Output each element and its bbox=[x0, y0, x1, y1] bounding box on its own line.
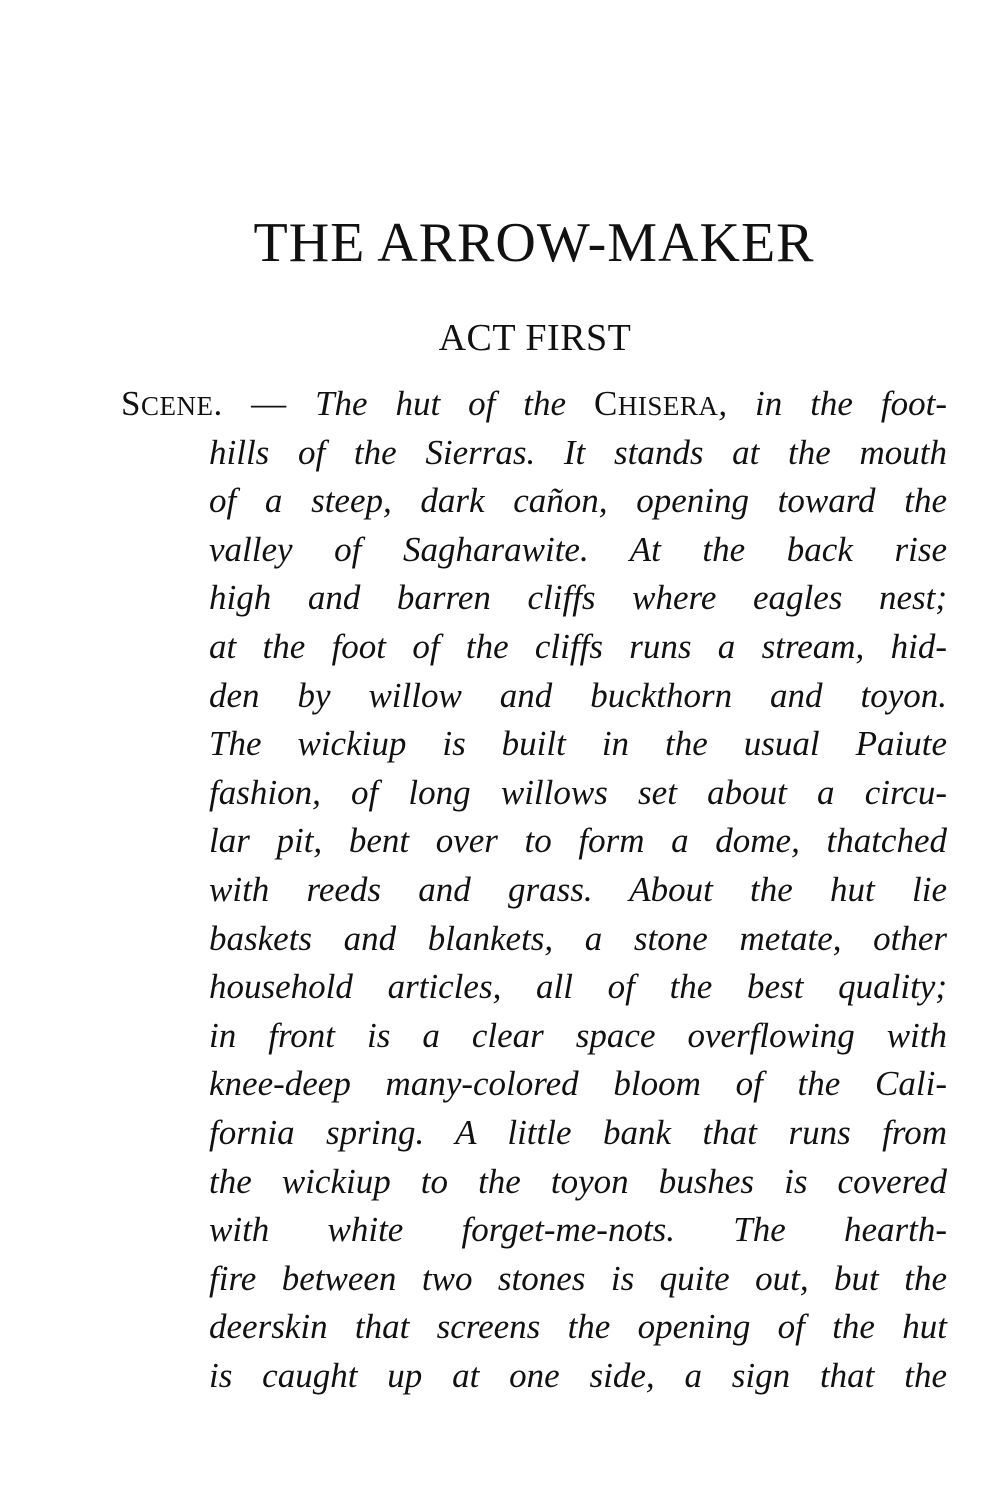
scene-label-small: CENE bbox=[140, 391, 214, 421]
scene-line: at the foot of the cliffs runs a stream, hid- bbox=[209, 626, 947, 666]
scene-line: household articles, all of the best quality; bbox=[209, 967, 947, 1007]
page-title: THE ARROW-MAKER bbox=[253, 212, 815, 274]
scene-line: den by willow and buckthorn and toyon. bbox=[209, 675, 947, 715]
scene-line: deerskin that screens the opening of the hut bbox=[209, 1307, 947, 1347]
scene-line: of a steep, dark cañon, opening toward the bbox=[209, 481, 947, 521]
scene-line: valley of Sagharawite. At the back rise bbox=[209, 529, 947, 569]
scene-line-first bbox=[121, 380, 947, 429]
scene-text-b: , in the foot- bbox=[718, 384, 947, 423]
scene-line: with reeds and grass. About the hut lie bbox=[209, 869, 947, 909]
scene-line: fashion, of long willows set about a circu- bbox=[209, 772, 947, 812]
scene-line: baskets and blankets, a stone metate, other bbox=[209, 918, 947, 958]
scene-text-a: The hut of the bbox=[315, 384, 594, 423]
scene-label-rest: . — bbox=[213, 384, 316, 423]
scene-line: fire between two stones is quite out, but the bbox=[209, 1258, 947, 1298]
scene-line: hills of the Sierras. It stands at the mouth bbox=[209, 432, 947, 472]
scene-line: high and barren cliffs where eagles nest; bbox=[209, 578, 947, 618]
scene-line: in front is a clear space overflowing with bbox=[209, 1015, 947, 1055]
scene-label bbox=[121, 384, 315, 423]
scene-line-last: is caught up at one side, a sign that the bbox=[209, 1355, 947, 1395]
scene-line: knee-deep many-colored bloom of the Cali- bbox=[209, 1064, 947, 1104]
character-name-cap: C bbox=[594, 384, 618, 423]
scene-line: with white forget-me-nots. The hearth- bbox=[209, 1210, 947, 1250]
character-name bbox=[594, 384, 718, 423]
act-heading: ACT FIRST bbox=[438, 317, 632, 359]
scene-line: the wickiup to the toyon bushes is covered bbox=[209, 1161, 947, 1201]
scene-line: lar pit, bent over to form a dome, thatched bbox=[209, 821, 947, 861]
scene-description bbox=[121, 380, 947, 1400]
scene-line: fornia spring. A little bank that runs from bbox=[209, 1112, 947, 1152]
character-name-small: HISERA bbox=[617, 391, 719, 421]
scene-line: The wickiup is built in the usual Paiute bbox=[209, 724, 947, 764]
scene-label-cap: S bbox=[121, 384, 141, 423]
